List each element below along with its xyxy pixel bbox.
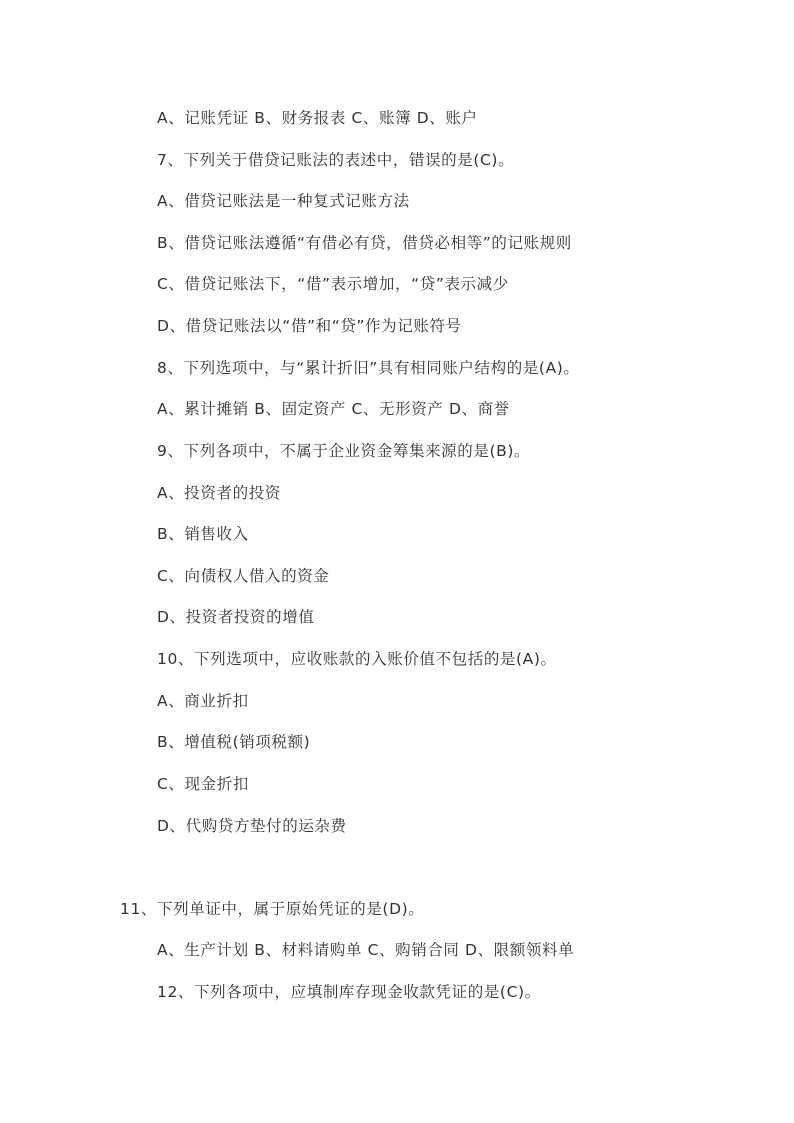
q12-question: 12、下列各项中，应填制库存现金收款凭证的是(C)。 — [157, 983, 541, 1001]
q9-option-b: B、销售收入 — [157, 525, 249, 543]
q10-option-c: C、现金折扣 — [157, 775, 249, 793]
q7-option-a: A、借贷记账法是一种复式记账方法 — [157, 192, 410, 210]
q7-option-d: D、借贷记账法以“借”和“贷”作为记账符号 — [157, 317, 462, 335]
q8-options: A、累计摊销 B、固定资产 C、无形资产 D、商誉 — [157, 400, 510, 418]
q9-option-c: C、向债权人借入的资金 — [157, 567, 330, 585]
q10-option-d: D、代购贷方垫付的运杂费 — [157, 817, 347, 835]
q9-option-a: A、投资者的投资 — [157, 484, 281, 502]
q10-option-a: A、商业折扣 — [157, 692, 249, 710]
q11-question: 11、下列单证中，属于原始凭证的是(D)。 — [120, 900, 425, 918]
q9-option-d: D、投资者投资的增值 — [157, 608, 315, 626]
q8-question: 8、下列选项中，与“累计折旧”具有相同账户结构的是(A)。 — [157, 359, 580, 377]
q11-options: A、生产计划 B、材料请购单 C、购销合同 D、限额领料单 — [157, 941, 575, 959]
q9-question: 9、下列各项中，不属于企业资金筹集来源的是(B)。 — [157, 442, 531, 460]
q7-option-c: C、借贷记账法下，“借”表示增加，“贷”表示减少 — [157, 275, 509, 293]
q7-option-b: B、借贷记账法遵循“有借必有贷，借贷必相等”的记账规则 — [157, 234, 572, 252]
q6-options: A、记账凭证 B、财务报表 C、账簿 D、账户 — [157, 109, 478, 127]
q10-option-b: B、增值税(销项税额) — [157, 733, 311, 751]
q10-question: 10、下列选项中，应收账款的入账价值不包括的是(A)。 — [157, 650, 557, 668]
q7-question: 7、下列关于借贷记账法的表述中，错误的是(C)。 — [157, 151, 515, 169]
